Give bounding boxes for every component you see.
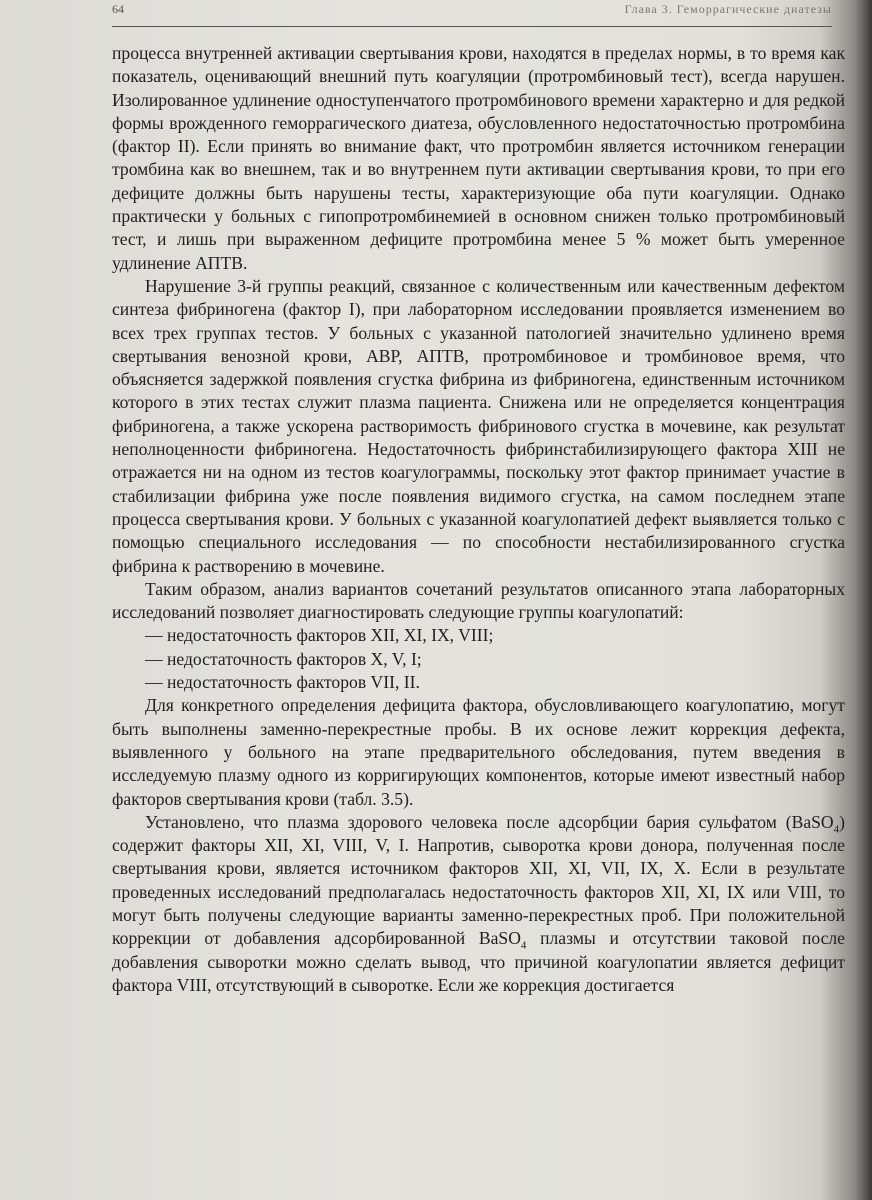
paragraph-3: Таким образом, анализ вариантов сочетаний результатов описанного этапа лабораторных исследований позволяет диагностировать следующие группы коагулопатий:: [112, 578, 845, 623]
paragraph-5-part-3: плазмы и отсутствии таковой после добавления сыворотки можно сделать вывод, что причиной коагулопатии является дефицит фактора VIII, отсутствующий в сыворотке. Если же коррекция достигается: [112, 928, 845, 995]
paragraph-1: процесса внутренней активации свертывания крови, находятся в пределах нормы, в то время как показатель, оценивающий внешний путь коагуляции (протромбиновый тест), всегда нарушен. Изолированное удлинение одноступенчатого протромбинового времени характерно и для редкой формы врожденного геморрагического диатеза, обусловленного недостаточностью протромбина (фактор II). Если принять во внимание факт, что протромбин является источником генерации тромбина как во внешнем, так и во внутреннем пути активации свертывания крови, то при его дефиците должны быть нарушены тесты, характеризующие оба пути коагуляции. Однако практически у больных с гипопротромбинемией в основном снижен только протромбиновый тест, и лишь при выраженном дефиците протромбина менее 5 % может быть умеренное удлинение АПТВ.: [112, 43, 845, 273]
page-number: 64: [112, 2, 124, 16]
list-item-2: — недостаточность факторов X, V, I;: [145, 648, 422, 669]
paragraph-5: [112, 811, 845, 997]
list-item-3: — недостаточность факторов VII, II.: [145, 672, 420, 693]
paragraph-4: Для конкретного определения дефицита фактора, обусловливающего коагулопатию, могут быть выполнены заменно-перекрестные пробы. В их основе лежит коррекция дефекта, выявленного у больного на этапе предварительного обследования, путем введения в исследуемую плазму одного из корригирующих компонентов, которые имеют известный набор факторов свертывания крови (табл. 3.5).: [112, 695, 845, 809]
page-header: [112, 0, 832, 27]
paragraph-5-part-1: Установлено, что плазма здорового человека после адсорбции бария сульфатом (BaSO: [145, 811, 834, 832]
subscript-2: 4: [520, 939, 527, 952]
paragraph-5-part-2: ) содержит факторы XII, XI, VIII, V, I. Напротив, сыворотка крови донора, полученная после свертывания крови, является источником факторов XII, XI, VII, IX, X. Если в результате проведенных исследований предполагалась недостаточность факторов XII, XI, IX или VIII, то могут быть получены следующие варианты заменно-перекрестных проб. При положительной коррекции от добавления адсорбированной BaSO: [112, 811, 845, 949]
paragraph-2: Нарушение 3-й группы реакций, связанное с количественным или качественным дефектом синтеза фибриногена (фактор I), при лабораторном исследовании проявляется изменением во всех трех группах тестов. У больных с указанной патологией значительно удлинено время свертывания венозной крови, АВР, АПТВ, протромбиновое и тромбиновое время, что объясняется задержкой появления сгустка фибрина из фибриногена, единственным источником которого в этих тестах служит плазма пациента. Снижена или не определяется концентрация фибриногена, а также ускорена растворимость фибринового сгустка в мочевине, как результат неполноценности фибриногена. Недостаточность фибринстабилизирующего фактора XIII не отражается ни на одном из тестов коагулограммы, поскольку этот фактор принимает участие в стабилизации фибрина уже после появления видимого сгустка, на самом последнем этапе процесса свертывания крови. У больных с указанной коагулопатией дефект выявляется только с помощью специального исследования — по способности нестабилизированного сгустка фибрина к растворению в мочевине.: [112, 275, 845, 576]
body-text: [112, 42, 845, 997]
running-title: Глава 3. Геморрагические диатезы: [624, 2, 832, 16]
list-item-1: — недостаточность факторов XII, XI, IX, VIII;: [145, 625, 494, 646]
subscript-1: 4: [833, 823, 840, 836]
